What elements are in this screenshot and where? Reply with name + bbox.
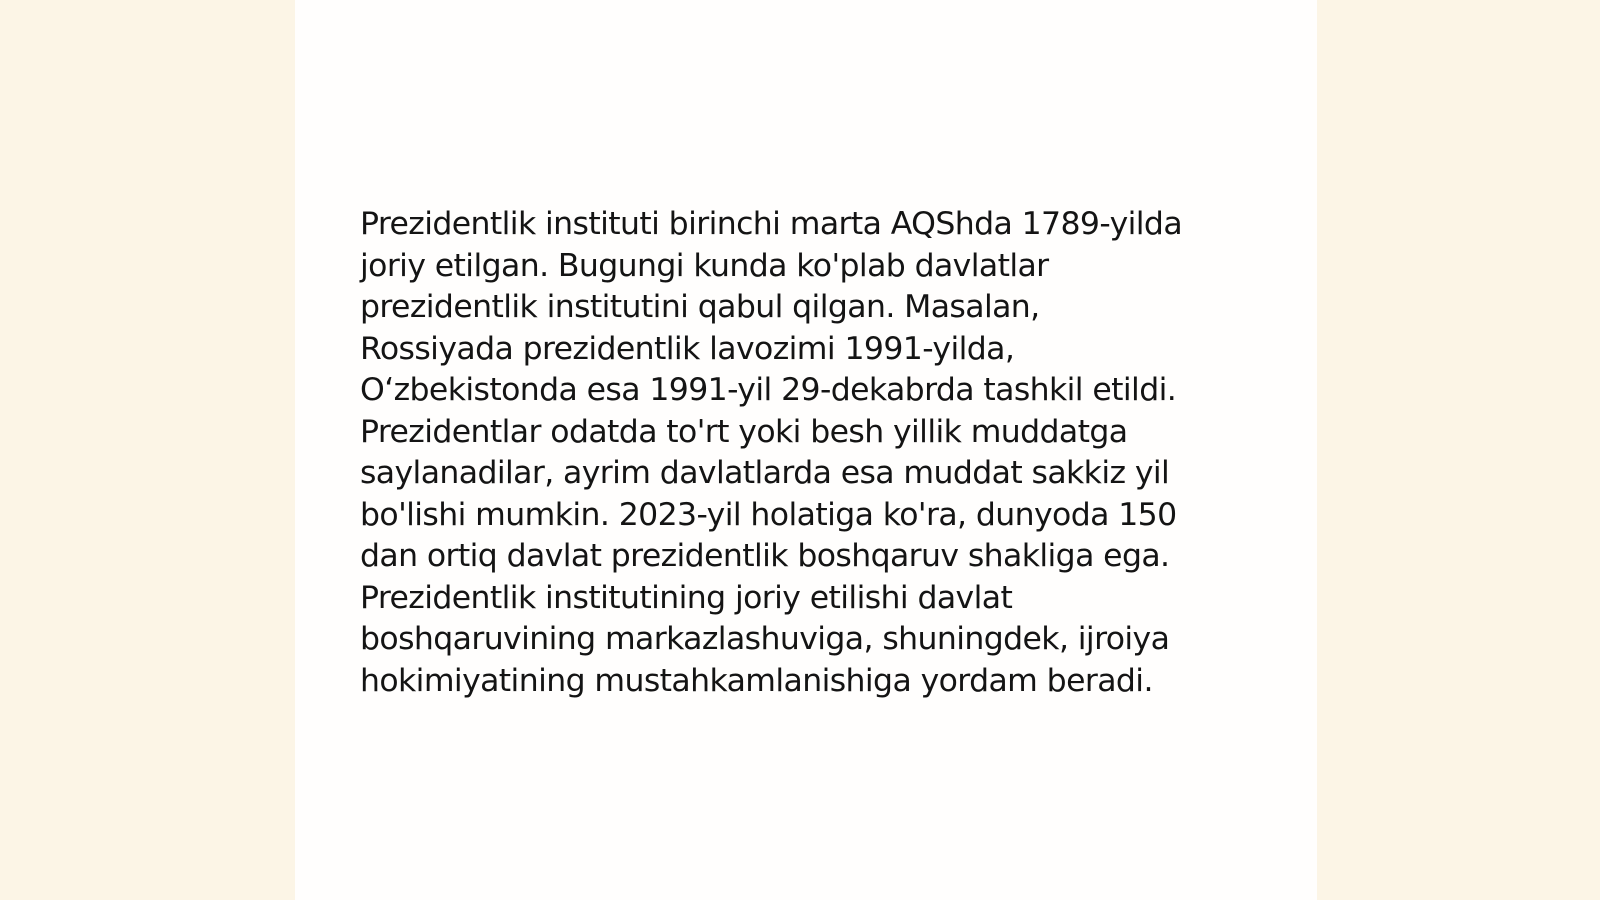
- text-line: prezidentlik institutini qabul qilgan. Masalan,: [360, 289, 1040, 325]
- text-line: dan ortiq davlat prezidentlik boshqaruv shakliga ega.: [360, 538, 1170, 574]
- text-line: Prezidentlar odatda to'rt yoki besh yillik muddatga: [360, 413, 1128, 450]
- text-line: joriy etilgan. Bugungi kunda ko'plab davlatlar: [360, 247, 1049, 284]
- text-line: Prezidentlik instituti birinchi marta AQShda 1789-yilda: [360, 206, 1183, 242]
- slide-body-text: [360, 204, 1260, 702]
- left-background-panel: [0, 0, 295, 900]
- text-line: saylanadilar, ayrim davlatlarda esa muddat sakkiz yil: [360, 455, 1170, 491]
- text-line: O‘zbekistonda esa 1991-yil 29-dekabrda tashkil etildi.: [360, 372, 1177, 408]
- slide-canvas: [295, 0, 1317, 900]
- text-line: bo'lishi mumkin. 2023-yil holatiga ko'ra, dunyoda 150: [360, 496, 1177, 533]
- text-line: Prezidentlik institutining joriy etilishi davlat: [360, 579, 1013, 616]
- text-line: hokimiyatining mustahkamlanishiga yordam beradi.: [360, 662, 1153, 699]
- text-line: Rossiyada prezidentlik lavozimi 1991-yilda,: [360, 330, 1015, 367]
- right-background-panel: [1317, 0, 1600, 900]
- text-line: boshqaruvining markazlashuviga, shuningdek, ijroiya: [360, 621, 1170, 657]
